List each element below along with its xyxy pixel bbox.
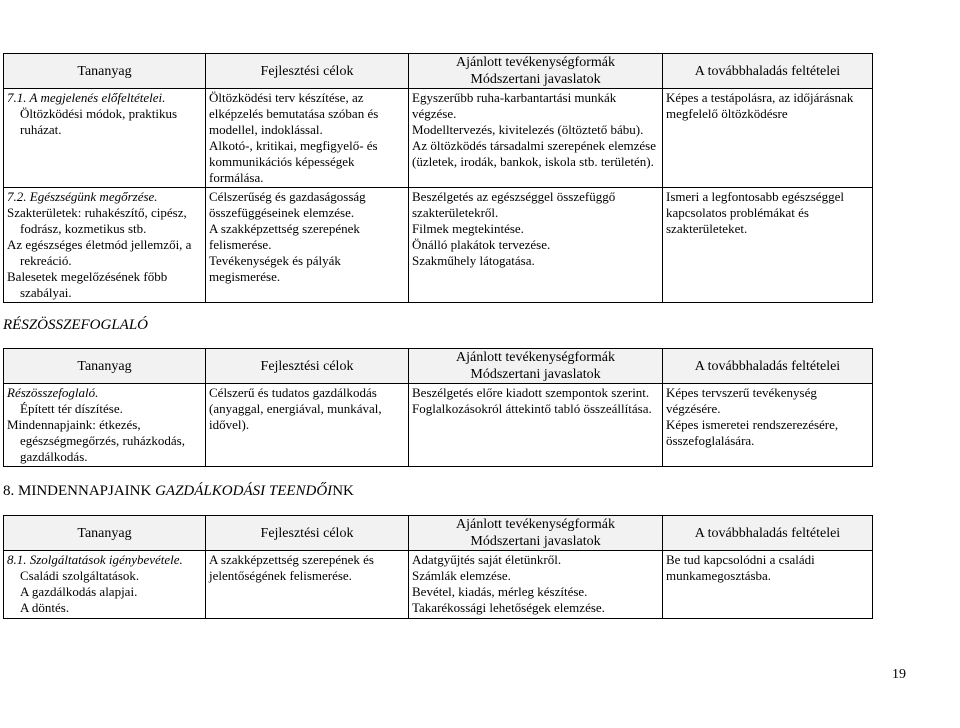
header-tananyag: Tananyag xyxy=(4,516,206,551)
activities-cell xyxy=(409,551,663,619)
activity-line: Az öltözködés társadalmi szerepének elemzése (üzletek, irodák, bankok, iskola stb. területén). xyxy=(412,138,656,169)
header-feltetelek: A továbbhaladás feltételei xyxy=(663,516,873,551)
activities-cell xyxy=(409,384,663,467)
topic-line: A döntés. xyxy=(20,600,70,615)
condition-line: Képes ismeretei rendszerezésére, összefoglalására. xyxy=(666,417,839,448)
topic-title: 7.2. Egészségünk megőrzése. xyxy=(7,189,158,204)
section-title-prefix: 8. MINDENNAPJAINK xyxy=(3,483,156,499)
header-fejlesztesi-celok: Fejlesztési célok xyxy=(206,54,409,89)
header-ajanlott-line1: Ajánlott tevékenységformák xyxy=(455,517,615,532)
activity-line: Takarékossági lehetőségek elemzése. xyxy=(412,600,605,615)
header-fejlesztesi-celok: Fejlesztési célok xyxy=(206,516,409,551)
topic-cell xyxy=(4,188,206,303)
activity-line: Bevétel, kiadás, mérleg készítése. xyxy=(412,584,588,599)
curriculum-table-7 xyxy=(3,53,873,303)
topic-line: Épített tér díszítése. xyxy=(20,401,123,416)
topic-line: Szakterületek: ruhakészítő, cipész, fodrász, kozmetikus stb. xyxy=(7,205,187,236)
goal-line: A szakképzettség szerepének és jelentőségének felismerése. xyxy=(209,552,374,583)
topic-line: Öltözködési módok, praktikus ruházat. xyxy=(20,106,178,137)
table-row xyxy=(4,89,873,188)
goal-line: Alkotó-, kritikai, megfigyelő- és kommunikációs képességek formálása. xyxy=(209,138,378,185)
activities-cell xyxy=(409,89,663,188)
goals-cell xyxy=(206,384,409,467)
page-number: 19 xyxy=(892,667,906,682)
header-ajanlott xyxy=(409,516,663,551)
table-header-row xyxy=(4,54,873,89)
goal-line: Célszerűség és gazdaságosság összefüggéseinek elemzése. xyxy=(209,189,366,220)
activity-line: Adatgyűjtés saját életünkről. xyxy=(412,552,562,567)
activity-line: Számlák elemzése. xyxy=(412,568,511,583)
topic-line: Az egészséges életmód jellemzői, a rekreáció. xyxy=(7,237,192,268)
activity-line: Filmek megtekintése. xyxy=(412,221,524,236)
section-title-reszosszefoglalo: RÉSZÖSSZEFOGLALÓ xyxy=(3,317,149,333)
header-ajanlott-line1: Ajánlott tevékenységformák xyxy=(455,55,615,70)
section-title-suffix: NK xyxy=(332,483,354,499)
table-row xyxy=(4,551,873,619)
activities-cell xyxy=(409,188,663,303)
activity-line: Egyszerűbb ruha-karbantartási munkák végzése. xyxy=(412,90,617,121)
table-header-row xyxy=(4,516,873,551)
conditions-cell xyxy=(663,89,873,188)
topic-title: 7.1. A megjelenés előfeltételei. xyxy=(7,90,166,105)
goal-line: A szakképzettség szerepének felismerése. xyxy=(209,221,360,252)
topic-line: Mindennapjaink: étkezés, egészségmegőrzés, ruházkodás, gazdálkodás. xyxy=(7,417,185,464)
topic-line: Balesetek megelőzésének főbb szabályai. xyxy=(7,269,168,300)
activity-line: Modelltervezés, kivitelezés (öltöztető bábu). xyxy=(412,122,644,137)
conditions-cell xyxy=(663,384,873,467)
header-ajanlott-line2: Módszertani javaslatok xyxy=(470,72,601,87)
goals-cell xyxy=(206,89,409,188)
header-tananyag: Tananyag xyxy=(4,349,206,384)
condition-line: Ismeri a legfontosabb egészséggel kapcsolatos problémákat és szakterületeket. xyxy=(666,189,844,236)
goal-line: Célszerű és tudatos gazdálkodás (anyaggal, energiával, munkával, idővel). xyxy=(209,385,382,432)
topic-cell xyxy=(4,551,206,619)
topic-title: 8.1. Szolgáltatások igénybevétele. xyxy=(7,552,183,567)
header-ajanlott-line2: Módszertani javaslatok xyxy=(470,534,601,549)
goal-line: Tevékenységek és pályák megismerése. xyxy=(209,253,341,284)
table-header-row xyxy=(4,349,873,384)
condition-line: Képes tervszerű tevékenység végzésére. xyxy=(666,385,817,416)
header-feltetelek: A továbbhaladás feltételei xyxy=(663,54,873,89)
header-ajanlott xyxy=(409,54,663,89)
goal-line: Öltözködési terv készítése, az elképzelés bemutatása szóban és modellel, indoklással. xyxy=(209,90,379,137)
header-ajanlott xyxy=(409,349,663,384)
curriculum-table-8 xyxy=(3,515,873,619)
topic-line: A gazdálkodás alapjai. xyxy=(20,584,138,599)
goals-cell xyxy=(206,188,409,303)
conditions-cell xyxy=(663,551,873,619)
activity-line: Szakműhely látogatása. xyxy=(412,253,535,268)
header-ajanlott-line2: Módszertani javaslatok xyxy=(470,367,601,382)
section-title-italic: GAZDÁLKODÁSI TEENDŐI xyxy=(155,483,333,499)
condition-line: Képes a testápolásra, az időjárásnak megfelelő öltözködésre xyxy=(666,90,854,121)
activity-line: Beszélgetés előre kiadott szempontok szerint. xyxy=(412,385,650,400)
activity-line: Beszélgetés az egészséggel összefüggő szakterületekről. xyxy=(412,189,616,220)
topic-cell xyxy=(4,384,206,467)
header-feltetelek: A továbbhaladás feltételei xyxy=(663,349,873,384)
condition-line: Be tud kapcsolódni a családi munkamegosztásba. xyxy=(666,552,815,583)
header-fejlesztesi-celok: Fejlesztési célok xyxy=(206,349,409,384)
conditions-cell xyxy=(663,188,873,303)
goals-cell xyxy=(206,551,409,619)
topic-title: Részösszefoglaló. xyxy=(7,385,99,400)
table-row xyxy=(4,188,873,303)
header-ajanlott-line1: Ajánlott tevékenységformák xyxy=(455,350,615,365)
activity-line: Önálló plakátok tervezése. xyxy=(412,237,551,252)
activity-line: Foglalkozásokról áttekintő tabló összeállítása. xyxy=(412,401,652,416)
topic-line: Családi szolgáltatások. xyxy=(20,568,140,583)
curriculum-table-summary xyxy=(3,348,873,467)
header-tananyag: Tananyag xyxy=(4,54,206,89)
section-title-8 xyxy=(3,482,354,500)
table-row xyxy=(4,384,873,467)
topic-cell xyxy=(4,89,206,188)
